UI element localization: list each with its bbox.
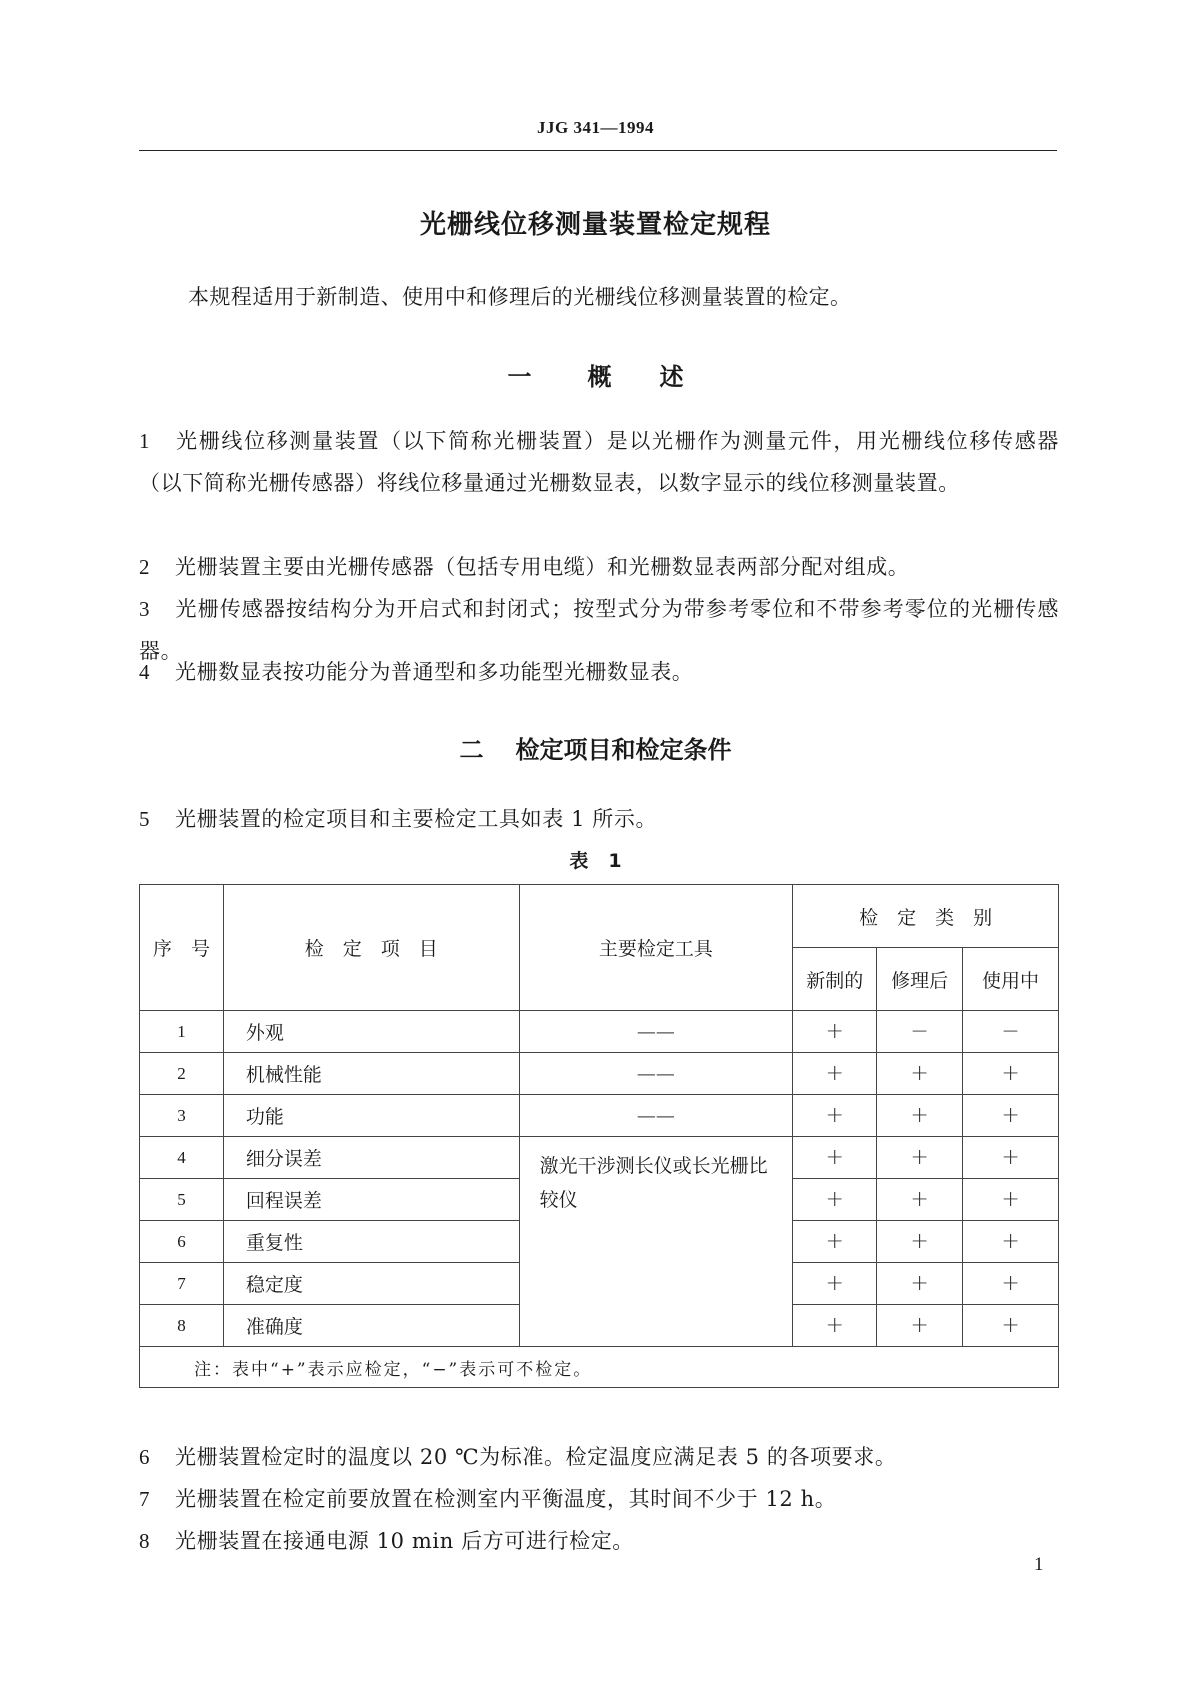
header-item: 检 定 项 目 [223,885,519,1011]
clause-4 [139,651,1059,693]
row-new: + [793,1095,877,1137]
row-tool: —— [519,1053,793,1095]
row-seq: 3 [140,1095,224,1137]
section-heading-1 [0,357,1191,392]
row-repaired: + [877,1179,963,1221]
row-seq: 2 [140,1053,224,1095]
row-tool: —— [519,1011,793,1053]
row-new: + [793,1137,877,1179]
header-rule [139,150,1057,151]
section-title: 检定项目和检定条件 [515,736,732,764]
clause-2 [139,546,1059,588]
row-seq: 1 [140,1011,224,1053]
clause-6 [139,1436,1059,1478]
row-in-use: + [963,1053,1059,1095]
standard-code: JJG 341—1994 [537,118,654,137]
clause-number: 4 [139,660,151,684]
row-in-use: + [963,1221,1059,1263]
table-caption-label: 表 [569,850,589,872]
clause-text: 光栅数显表按功能分为普通型和多功能型光栅数显表。 [175,660,694,684]
table-row [140,1053,1059,1095]
table-row [140,1011,1059,1053]
row-in-use: + [963,1263,1059,1305]
row-item: 重复性 [223,1221,519,1263]
clause-number: 2 [139,555,151,579]
clause-number: 7 [139,1487,151,1511]
clause-text: 光栅传感器按结构分为开启式和封闭式；按型式分为带参考零位和不带参考零位的光栅传感器。 [139,597,1059,663]
table-note: 注：表中“+”表示应检定，“−”表示可不检定。 [140,1347,1059,1388]
table-row [140,1095,1059,1137]
row-item: 细分误差 [223,1137,519,1179]
clause-1 [139,420,1059,504]
row-repaired: + [877,1053,963,1095]
clause-number: 6 [139,1445,151,1469]
row-repaired: + [877,1263,963,1305]
clause-text: 光栅装置在检定前要放置在检测室内平衡温度，其时间不少于 12 h。 [175,1487,837,1511]
row-item: 功能 [223,1095,519,1137]
table-caption [0,846,1191,873]
clause-8 [139,1520,1059,1562]
header-in-use: 使用中 [963,948,1059,1011]
intro-paragraph: 本规程适用于新制造、使用中和修理后的光栅线位移测量装置的检定。 [188,285,852,309]
row-in-use: + [963,1179,1059,1221]
row-item: 回程误差 [223,1179,519,1221]
table-caption-number: 1 [608,850,622,872]
row-in-use: + [963,1137,1059,1179]
row-new: + [793,1011,877,1053]
clause-number: 5 [139,807,151,831]
clause-number: 8 [139,1529,151,1553]
row-new: + [793,1221,877,1263]
row-tool: —— [519,1095,793,1137]
shared-tool-cell: 激光干涉测长仪或长光栅比较仪 [519,1137,793,1347]
clause-number: 1 [139,429,151,453]
clause-7 [139,1478,1059,1520]
inspection-items-table [139,884,1059,1388]
row-repaired: + [877,1095,963,1137]
page-number: 1 [1034,1554,1044,1575]
row-new: + [793,1305,877,1347]
row-in-use: + [963,1305,1059,1347]
row-seq: 7 [140,1263,224,1305]
clause-text: 光栅装置主要由光栅传感器（包括专用电缆）和光栅数显表两部分配对组成。 [175,555,910,579]
row-seq: 8 [140,1305,224,1347]
header-category: 检 定 类 别 [793,885,1059,948]
header-repaired: 修理后 [877,948,963,1011]
row-seq: 6 [140,1221,224,1263]
header-seq: 序 号 [140,885,224,1011]
header-new: 新制的 [793,948,877,1011]
clause-text: 光栅装置检定时的温度以 20 ℃为标准。检定温度应满足表 5 的各项要求。 [175,1445,897,1469]
row-item: 机械性能 [223,1053,519,1095]
row-new: + [793,1053,877,1095]
clause-number: 3 [139,597,151,621]
section-number: 一 [507,363,532,391]
clause-text: 光栅装置在接通电源 10 min 后方可进行检定。 [175,1529,634,1553]
row-repaired: − [877,1011,963,1053]
row-repaired: + [877,1137,963,1179]
row-in-use: − [963,1011,1059,1053]
row-repaired: + [877,1305,963,1347]
row-new: + [793,1179,877,1221]
row-seq: 4 [140,1137,224,1179]
section-title: 概 述 [587,363,684,391]
section-heading-2 [0,730,1191,765]
document-title: 光栅线位移测量装置检定规程 [419,210,771,240]
clause-text: 光栅线位移测量装置（以下简称光栅装置）是以光栅作为测量元件，用光栅线位移传感器（以下简称光栅传感器）将线位移量通过光栅数显表，以数字显示的线位移测量装置。 [139,429,1059,495]
clause-5 [139,798,1059,840]
row-in-use: + [963,1095,1059,1137]
row-new: + [793,1263,877,1305]
header-tool: 主要检定工具 [519,885,793,1011]
clause-text: 光栅装置的检定项目和主要检定工具如表 1 所示。 [175,807,658,831]
section-number: 二 [459,736,484,764]
row-item: 稳定度 [223,1263,519,1305]
row-repaired: + [877,1221,963,1263]
row-item: 外观 [223,1011,519,1053]
table-row [140,1137,1059,1179]
row-item: 准确度 [223,1305,519,1347]
row-seq: 5 [140,1179,224,1221]
